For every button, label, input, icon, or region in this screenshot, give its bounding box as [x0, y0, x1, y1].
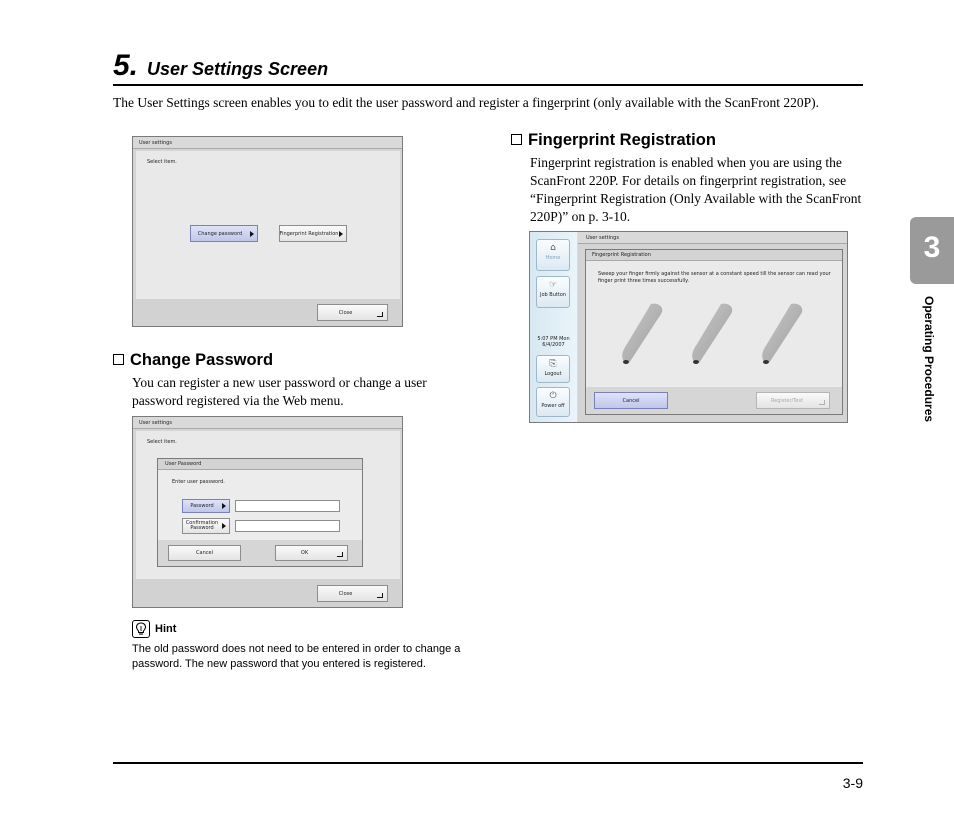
- enter-password-prompt: Enter user password.: [172, 479, 225, 485]
- footer-area: [133, 300, 403, 327]
- enter-icon: [377, 593, 383, 598]
- content-panel: [136, 431, 400, 579]
- confirmation-password-field[interactable]: [235, 520, 340, 532]
- cancel-button[interactable]: Cancel: [594, 392, 668, 409]
- change-password-heading: Change Password: [113, 350, 273, 370]
- change-password-button[interactable]: Change password: [190, 225, 258, 242]
- finger-icon: [692, 304, 732, 364]
- fingerprint-text: Fingerprint registration is enabled when you are using the ScanFront 220P. For details on fingerprint registration, see “Fingerprint Registration (Only Available with the ScanFront 220P)” on p. 3-10.: [530, 155, 862, 224]
- instruction-text: Sweep your finger firmly against the sensor at a constant speed till the sensor can read your finger print three times successfully.: [598, 271, 831, 284]
- enter-icon: [377, 312, 383, 317]
- confirmation-password-button[interactable]: Confirmation Password: [182, 518, 230, 534]
- checkbox-bullet-icon: [511, 134, 522, 145]
- finger-icon: [762, 304, 802, 364]
- enter-icon: [337, 552, 343, 557]
- section-title: User Settings Screen: [147, 59, 329, 79]
- clock-time: 5:07 PM Mon: [537, 336, 570, 342]
- power-off-button[interactable]: ⏻ Power off: [536, 387, 570, 417]
- arrow-right-icon: [339, 231, 343, 237]
- fingerprint-heading: Fingerprint Registration: [511, 130, 716, 150]
- window-title: User settings: [139, 420, 172, 426]
- content-panel: [136, 151, 400, 299]
- close-button[interactable]: Close: [317, 585, 388, 602]
- close-button[interactable]: Close: [317, 304, 388, 321]
- arrow-right-icon: [222, 503, 226, 509]
- section-heading: [113, 50, 863, 86]
- section-number: 5.: [113, 49, 139, 82]
- hint-label: Hint: [155, 623, 177, 635]
- window-title: User settings: [586, 235, 619, 241]
- fingerprint-registration-button[interactable]: Fingerprint Registration: [279, 225, 347, 242]
- arrow-right-icon: [250, 231, 254, 237]
- password-label-button[interactable]: Password: [182, 499, 230, 513]
- hint-lightbulb-icon: [132, 620, 150, 638]
- enter-icon: [819, 400, 825, 405]
- logout-icon: ⎘: [549, 359, 557, 369]
- chapter-number: 3: [923, 231, 941, 264]
- dialog-title: User Password: [165, 461, 202, 467]
- home-button[interactable]: ⌂ Home: [536, 239, 570, 271]
- password-field[interactable]: [235, 500, 340, 512]
- finger-icon: [622, 304, 662, 364]
- footer-area: [133, 580, 403, 608]
- checkbox-bullet-icon: [113, 354, 124, 365]
- job-button[interactable]: ☞ Job Button: [536, 276, 570, 308]
- logout-button[interactable]: ⎘ Logout: [536, 355, 570, 383]
- window-title-bar: [133, 417, 402, 429]
- section-intro: The User Settings screen enables you to edit the user password and register a fingerprint (only available with the ScanFront 220P).: [113, 95, 819, 110]
- chapter-tab: [910, 217, 954, 284]
- arrow-right-icon: [222, 523, 226, 529]
- ok-button[interactable]: OK: [275, 545, 348, 561]
- chapter-side-title: Operating Procedures: [922, 296, 936, 423]
- window-title-bar: [578, 232, 848, 244]
- user-password-dialog: [157, 458, 363, 567]
- dialog-title: Fingerprint Registration: [592, 252, 651, 258]
- page-number: 3-9: [842, 775, 863, 791]
- change-password-text: You can register a new user password or change a user password registered via the Web menu.: [132, 375, 427, 408]
- main-area: [578, 232, 848, 423]
- dialog-title-bar: [158, 459, 362, 470]
- screenshot-user-settings: [132, 136, 403, 327]
- cancel-button[interactable]: Cancel: [168, 545, 241, 561]
- side-menu: [530, 232, 577, 423]
- home-icon: ⌂: [550, 243, 556, 253]
- dialog-footer: [158, 540, 362, 566]
- select-item-prompt: Select item.: [147, 439, 177, 445]
- register-test-button[interactable]: Register/Test: [756, 392, 830, 409]
- hint-text: The old password does not need to be entered in order to change a password. The new password that you entered is registered.: [132, 643, 461, 671]
- power-icon: ⏻: [549, 391, 557, 401]
- fingerprint-dialog: [585, 249, 843, 415]
- screenshot-user-password: [132, 416, 403, 608]
- clock-date: 6/4/2007: [542, 342, 565, 348]
- dialog-footer: [586, 387, 842, 414]
- select-item-prompt: Select item.: [147, 159, 177, 165]
- finger-swipe-illustration: [611, 302, 831, 372]
- screenshot-fingerprint-registration: [529, 231, 848, 423]
- job-button-icon: ☞: [548, 280, 558, 290]
- footer-rule: [113, 762, 863, 764]
- window-title: User settings: [139, 140, 172, 146]
- window-title-bar: [133, 137, 402, 149]
- dialog-title-bar: [586, 250, 842, 261]
